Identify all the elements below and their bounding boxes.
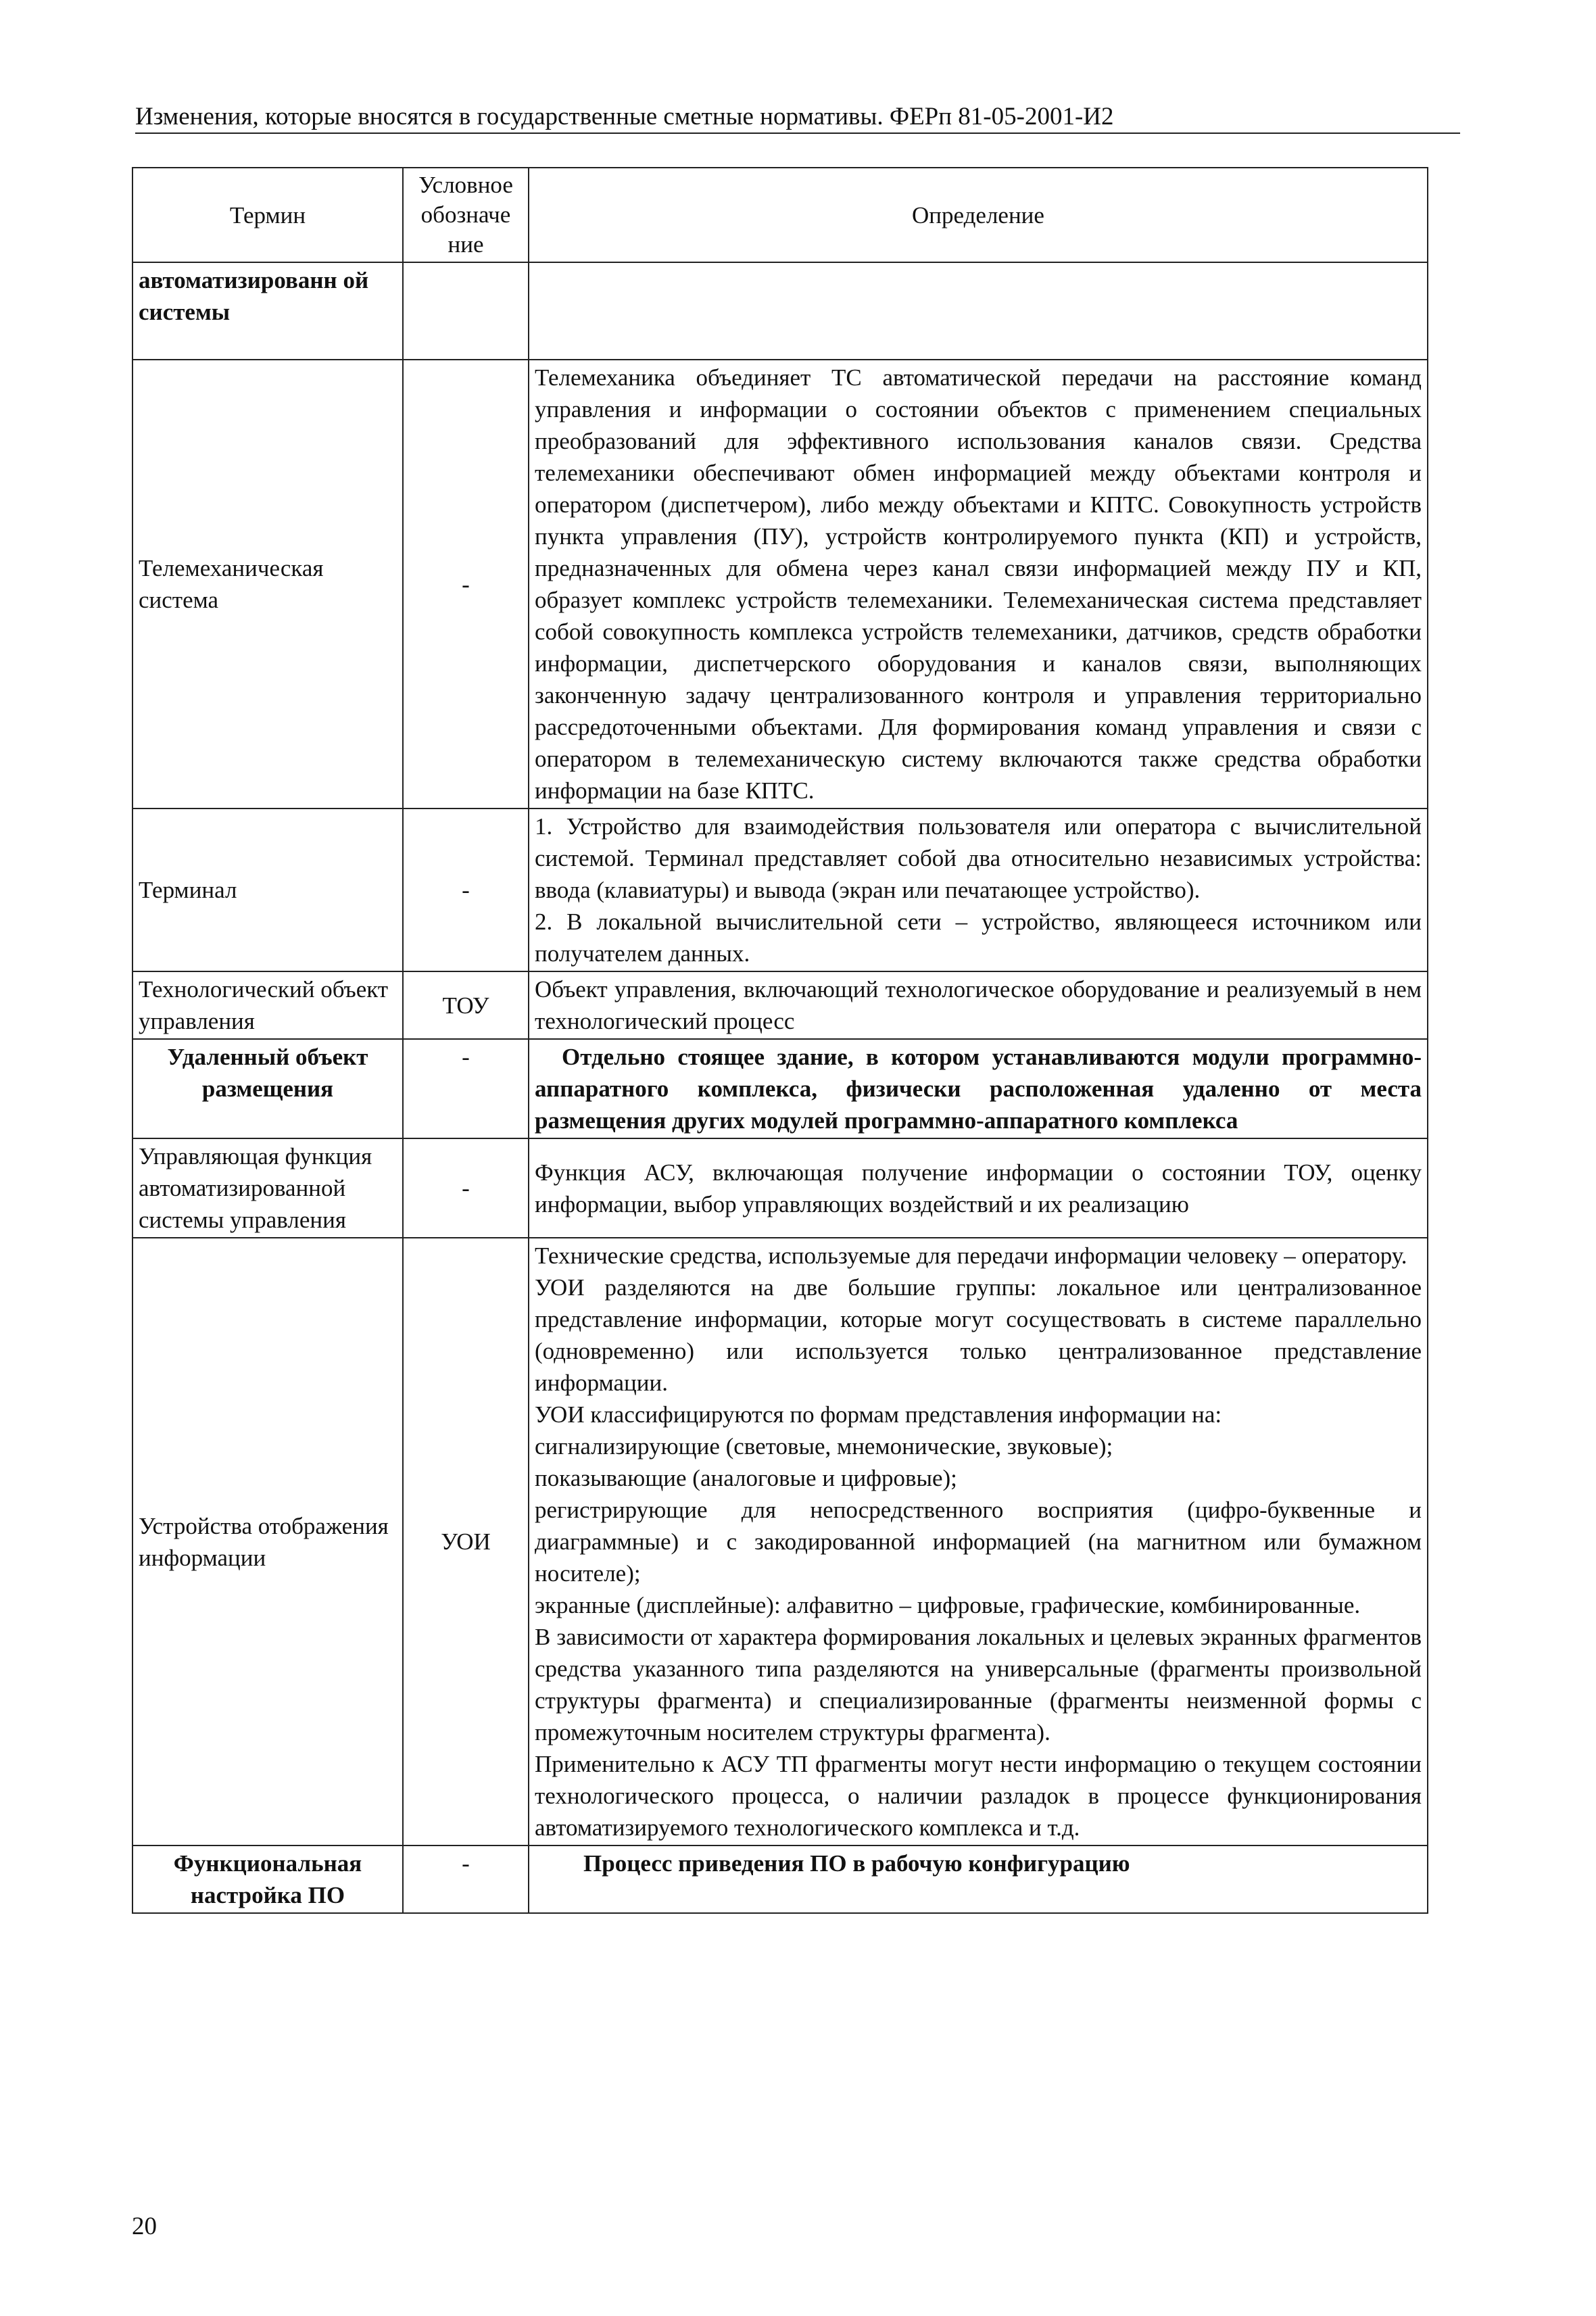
- running-header: Изменения, которые вносятся в государственные сметные нормативы. ФЕРп 81-05-2001-И2: [135, 103, 1114, 130]
- definition-paragraph: экранные (дисплейные): алфавитно – цифровые, графические, комбинированные.: [535, 1592, 1361, 1618]
- definition-cell: Объект управления, включающий технологическое оборудование и реализуемый в нем технологический процесс: [529, 971, 1428, 1039]
- definition-paragraph: показывающие (аналоговые и цифровые);: [535, 1465, 957, 1491]
- table-row: [132, 360, 1428, 809]
- column-header-definition: Определение: [529, 168, 1428, 262]
- definition-cell: Телемеханика объединяет ТС автоматической передачи на расстояние команд управления и информации о состоянии объектов с применением специальных преобразований для эффективного использования каналов связи. Средства телемеханики обеспечивают обмен информацией между объектами контроля и оператором (диспетчером), либо между объектами и КПТС. Совокупность устройств пункта управления (ПУ), устройств контролируемого пункта (КП) и устройств, предназначенных для обмена через канал связи информацией между ПУ и КП, образует комплекс устройств телемеханики. Телемеханическая система представляет собой совокупность комплекса устройств телемеханики, датчиков, средств обработки информации, диспетчерского оборудования и каналов связи, выполняющих законченную задачу централизованного контроля и управления территориально рассредоточенными объектами. Для формирования команд управления и связи с оператором в телемеханическую систему включаются также средства обработки информации на базе КПТС.: [529, 360, 1428, 809]
- term-cell: Телемеханическая система: [132, 360, 403, 809]
- definition-paragraph: В зависимости от характера формирования локальных и целевых экранных фрагментов средства указанного типа разделяются на универсальные (фрагменты произвольной структуры фрагмента) и специализированные (фрагменты неизменной формы с промежуточным носителем структуры фрагмента).: [535, 1624, 1422, 1745]
- abbr-cell: -: [403, 809, 529, 971]
- table-row: [132, 971, 1428, 1039]
- table-row: [132, 1138, 1428, 1238]
- header-rule: [135, 132, 1460, 134]
- term-cell: Функциональная настройка ПО: [132, 1845, 403, 1913]
- definition-paragraph: регистрирующие для непосредственного восприятия (цифро-буквенные и диаграммные) и с закодированной информацией (на магнитном или бумажном носителе);: [535, 1497, 1422, 1587]
- table-row: [132, 1845, 1428, 1913]
- definition-cell: Процесс приведения ПО в рабочую конфигурацию: [529, 1845, 1428, 1913]
- definition-paragraph: УОИ классифицируются по формам представления информации на:: [535, 1401, 1222, 1428]
- definition-cell: [529, 809, 1428, 971]
- column-header-abbr-line1: Условное: [418, 172, 513, 198]
- table-row: [132, 1238, 1428, 1845]
- definition-paragraph: УОИ разделяются на две большие группы: локальное или централизованное представление информации, которые могут сосуществовать в системе параллельно (одновременно) или используется только централизованное представление информации.: [535, 1274, 1422, 1396]
- column-header-abbr-line2: обозначе: [420, 201, 511, 228]
- term-cell: Удаленный объект размещения: [132, 1039, 403, 1138]
- table-row: [132, 262, 1428, 360]
- column-header-abbr-line3: ние: [448, 231, 484, 258]
- abbr-cell: -: [403, 1039, 529, 1138]
- term-cell: Технологический объект управления: [132, 971, 403, 1039]
- page-number: 20: [132, 2213, 157, 2240]
- term-cell: Управляющая функция автоматизированной системы управления: [132, 1138, 403, 1238]
- abbr-cell: -: [403, 1845, 529, 1913]
- definition-cell: [529, 262, 1428, 360]
- table-row: [132, 1039, 1428, 1138]
- definition-paragraph: 1. Устройство для взаимодействия пользователя или оператора с вычислительной системой. Терминал представляет собой два относительно независимых устройства: ввода (клавиатуры) и вывода (экран или печатающее устройство).: [535, 813, 1422, 903]
- term-cell: Терминал: [132, 809, 403, 971]
- abbr-cell: УОИ: [403, 1238, 529, 1845]
- term-cell: Устройства отображения информации: [132, 1238, 403, 1845]
- definition-cell: [529, 1238, 1428, 1845]
- column-header-term: Термин: [132, 168, 403, 262]
- abbr-cell: -: [403, 360, 529, 809]
- term-cell: автоматизированн ой системы: [132, 262, 403, 360]
- definition-paragraph: сигнализирующие (световые, мнемонические, звуковые);: [535, 1433, 1113, 1459]
- abbr-cell: ТОУ: [403, 971, 529, 1039]
- definition-paragraph: Применительно к АСУ ТП фрагменты могут нести информацию о текущем состоянии технологического процесса, о наличии разладок в процессе функционирования автоматизируемого технологического комплекса и т.д.: [535, 1751, 1422, 1841]
- definition-paragraph: 2. В локальной вычислительной сети – устройство, являющееся источником или получателем данных.: [535, 909, 1422, 967]
- table-header-row: [132, 168, 1428, 262]
- definition-cell: Отдельно стоящее здание, в котором устанавливаются модули программно-аппаратного комплекса, физически расположенная удаленно от места размещения других модулей программно-аппаратного комплекса: [529, 1039, 1428, 1138]
- terms-table: [132, 167, 1428, 1914]
- abbr-cell: -: [403, 1138, 529, 1238]
- column-header-abbr: [403, 168, 529, 262]
- definition-paragraph: Технические средства, используемые для передачи информации человеку – оператору.: [535, 1243, 1407, 1269]
- table-row: [132, 809, 1428, 971]
- definition-cell: Функция АСУ, включающая получение информации о состоянии ТОУ, оценку информации, выбор управляющих воздействий и их реализацию: [529, 1138, 1428, 1238]
- abbr-cell: [403, 262, 529, 360]
